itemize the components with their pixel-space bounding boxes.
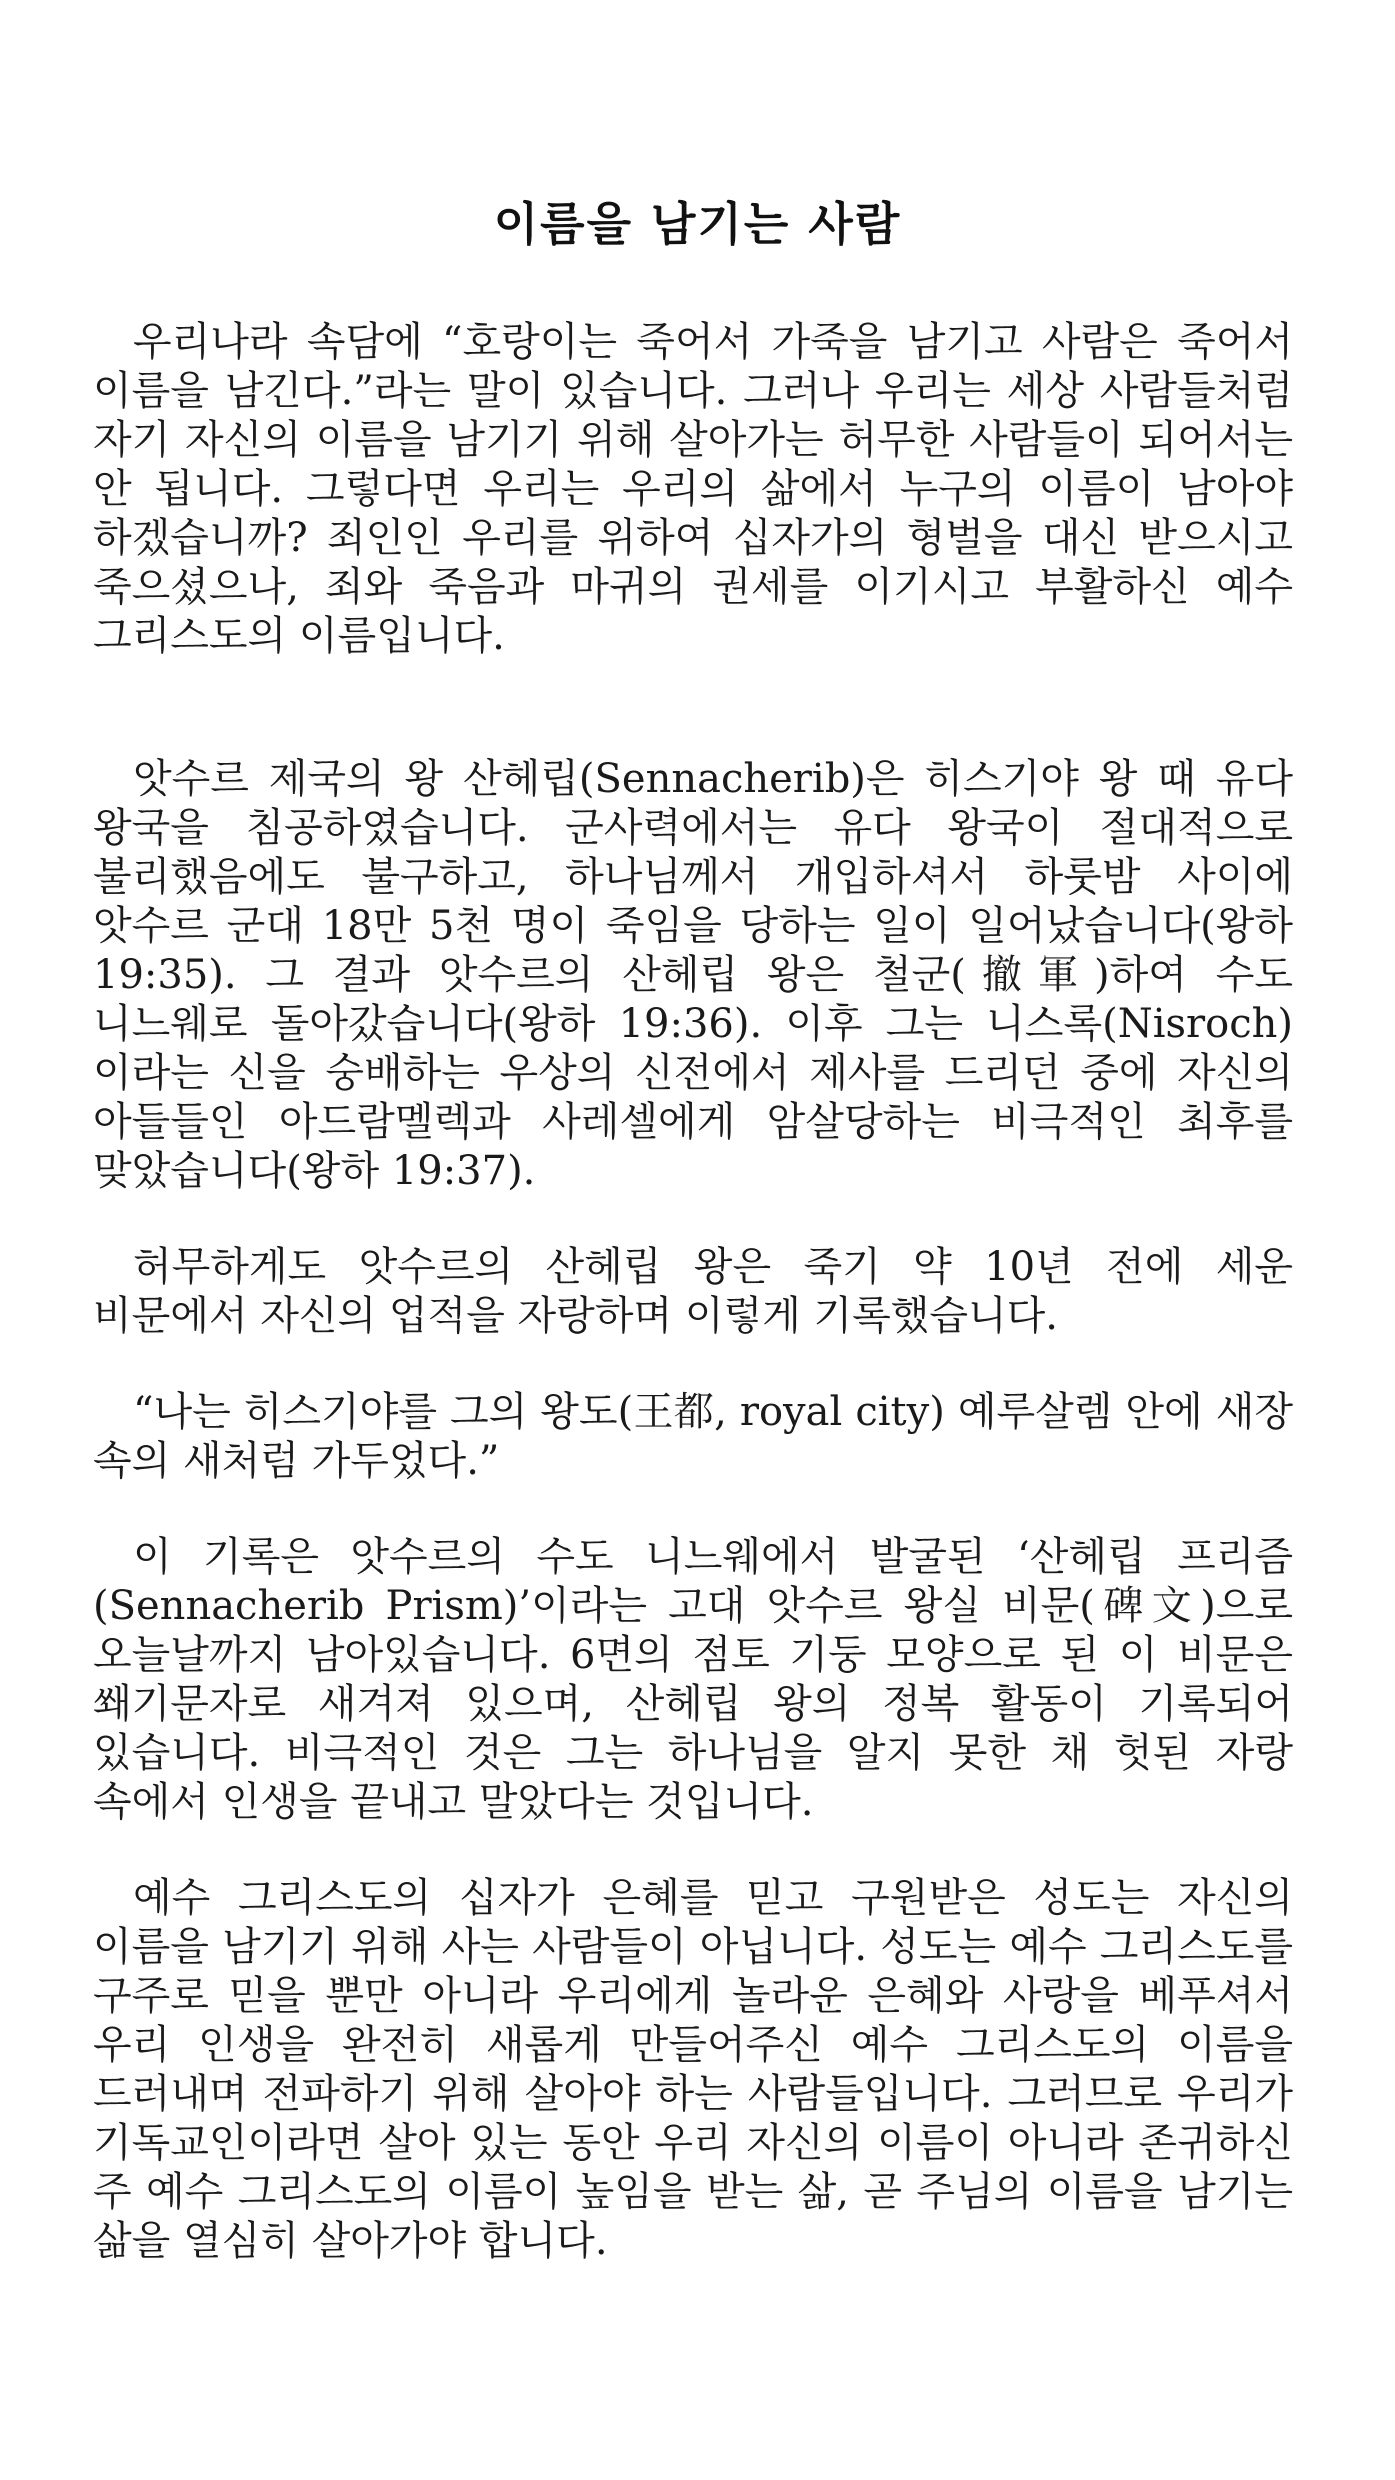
paragraph-prism: 이 기록은 앗수르의 수도 니느웨에서 발굴된 ‘산헤립 프리즘(Sennacherib Prism)’이라는 고대 앗수르 왕실 비문(碑文)으로 오늘날까지 남아있습니다. 6면의 점토 기둥 모양으로 된 이 비문은 쐐기문자로 새겨져 있으며, 산헤립 왕의 정복 활동이 기록되어 있습니다. 비극적인 것은 그는 하나님을 알지 못한 채 헛된 자랑 속에서 인생을 끝내고 말았다는 것입니다. [93, 1534, 1293, 1825]
paragraph-inscription-intro: 허무하게도 앗수르의 산헤립 왕은 죽기 약 10년 전에 세운 비문에서 자신의 업적을 자랑하며 이렇게 기록했습니다. [93, 1244, 1293, 1339]
paragraph-intro: 우리나라 속담에 “호랑이는 죽어서 가죽을 남기고 사람은 죽어서 이름을 남긴다.”라는 말이 있습니다. 그러나 우리는 세상 사람들처럼 자기 자신의 이름을 남기기 위해 살아가는 허무한 사람들이 되어서는 안 됩니다. 그렇다면 우리는 우리의 삶에서 누구의 이름이 남아야 하겠습니까? 죄인인 우리를 위하여 십자가의 형벌을 대신 받으시고 죽으셨으나, 죄와 죽음과 마귀의 권세를 이기시고 부활하신 예수 그리스도의 이름입니다. [93, 319, 1293, 659]
paragraph-conclusion: 예수 그리스도의 십자가 은혜를 믿고 구원받은 성도는 자신의 이름을 남기기 위해 사는 사람들이 아닙니다. 성도는 예수 그리스도를 구주로 믿을 뿐만 아니라 우리에게 놀라운 은혜와 사랑을 베푸셔서 우리 인생을 완전히 새롭게 만들어주신 예수 그리스도의 이름을 드러내며 전파하기 위해 살아야 하는 사람들입니다. 그러므로 우리가 기독교인이라면 살아 있는 동안 우리 자신의 이름이 아니라 존귀하신 주 예수 그리스도의 이름이 높임을 받는 삶, 곧 주님의 이름을 남기는 삶을 열심히 살아가야 합니다. [93, 1875, 1293, 2264]
article-body [93, 318, 1293, 2266]
paragraph-quote: “나는 히스기야를 그의 왕도(王都, royal city) 예루살렘 안에 새장 속의 새처럼 가두었다.” [93, 1389, 1293, 1484]
page-title: 이름을 남기는 사람 [493, 197, 902, 251]
paragraph-sennacherib: 앗수르 제국의 왕 산헤립(Sennacherib)은 히스기야 왕 때 유다 왕국을 침공하였습니다. 군사력에서는 유다 왕국이 절대적으로 불리했음에도 불구하고, 하나님께서 개입하셔서 하룻밤 사이에 앗수르 군대 18만 5천 명이 죽임을 당하는 일이 일어났습니다(왕하 19:35). 그 결과 앗수르의 산헤립 왕은 철군(撤軍)하여 수도 니느웨로 돌아갔습니다(왕하 19:36). 이후 그는 니스록(Nisroch)이라는 신을 숭배하는 우상의 신전에서 제사를 드리던 중에 자신의 아들들인 아드람멜렉과 사레셀에게 암살당하는 비극적인 최후를 맞았습니다(왕하 19:37). [93, 756, 1293, 1194]
